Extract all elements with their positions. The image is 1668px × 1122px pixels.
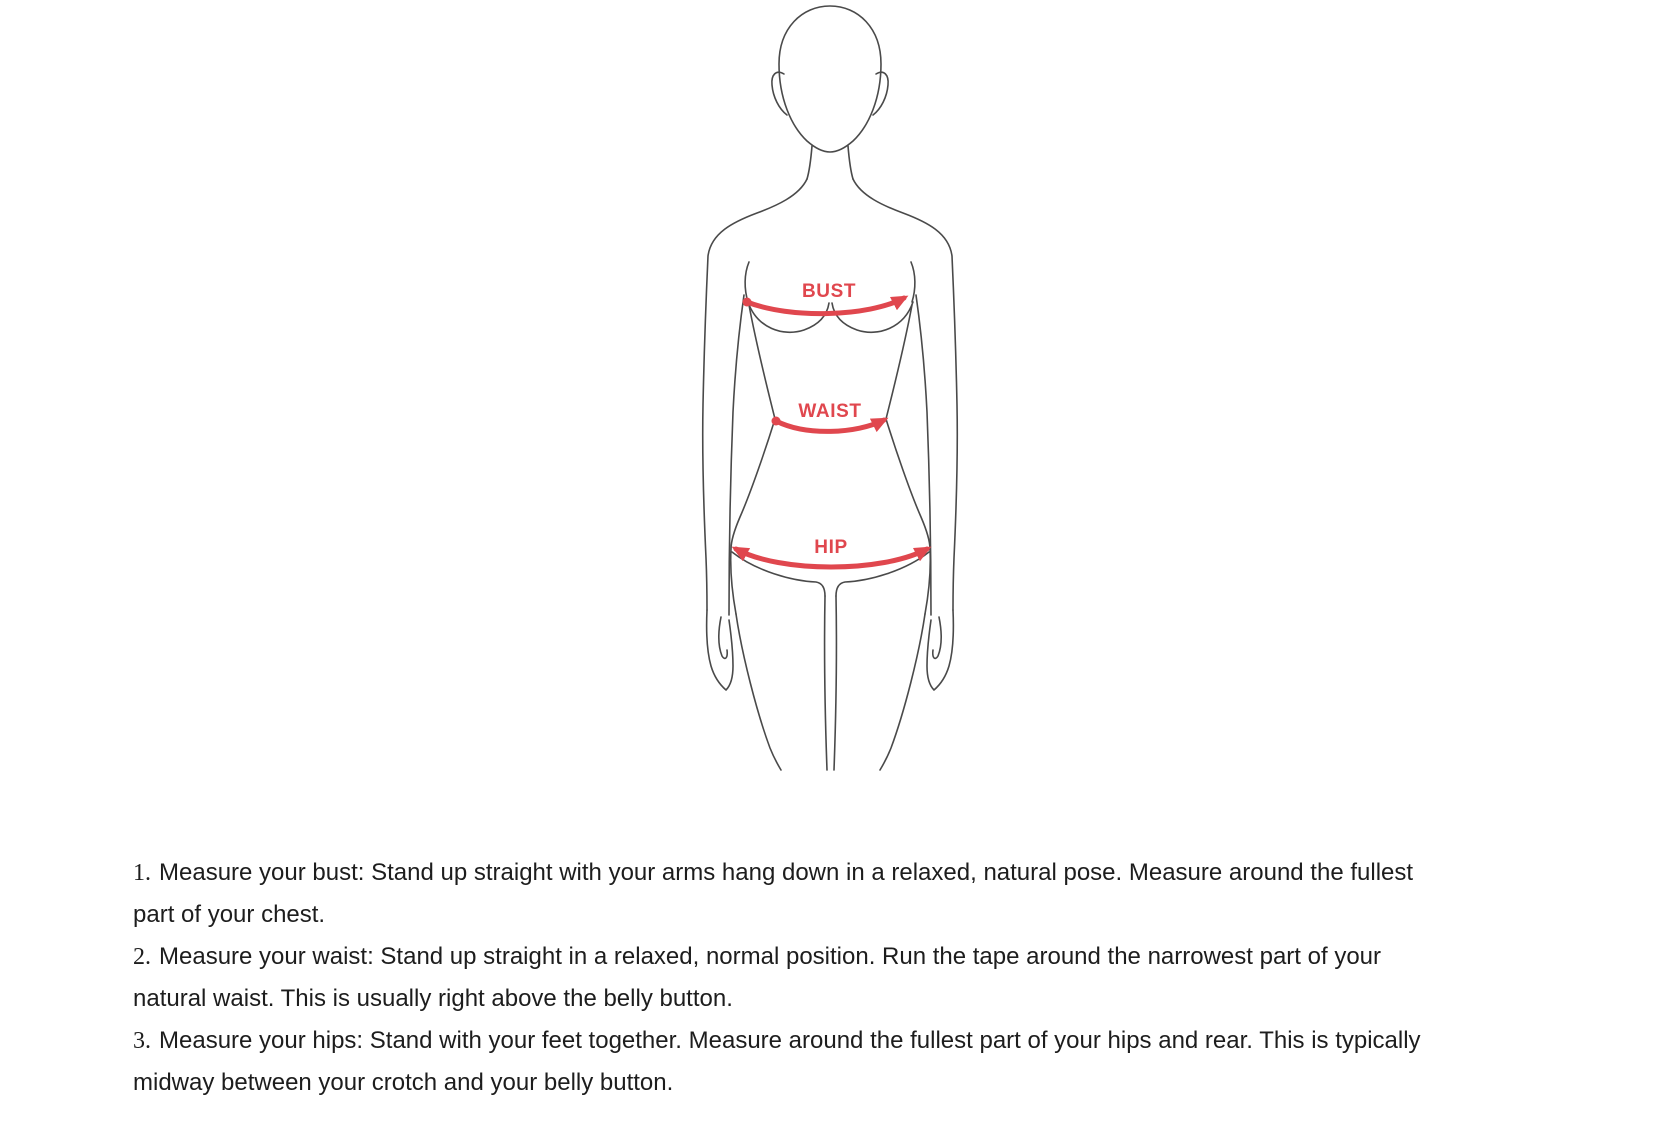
left-outer-leg — [736, 614, 781, 770]
instruction-number: 2. — [133, 944, 151, 970]
bust-label: BUST — [801, 281, 857, 302]
neck-left — [807, 146, 812, 179]
instruction-text: Measure your bust: Stand up straight with your arms hang down in a relaxed, natural pose. Measure around the fullest — [159, 859, 1414, 886]
instruction-text: natural waist. This is usually right above the belly button. — [133, 985, 733, 1012]
instruction-number: 1. — [133, 860, 151, 886]
instruction-line — [133, 1062, 1421, 1104]
instruction-line — [133, 978, 1421, 1020]
instruction-text: Measure your waist: Stand up straight in a relaxed, normal position. Run the tape around the narrowest part of your — [159, 943, 1382, 970]
body-measurement-diagram — [640, 0, 960, 780]
waist-label: WAIST — [798, 401, 862, 422]
instruction-text: midway between your crotch and your belly button. — [133, 1069, 674, 1096]
body-outline — [703, 6, 958, 770]
body-figure-svg — [640, 0, 960, 780]
measurement-instructions — [133, 852, 1421, 1104]
waist-line-start-dot — [772, 417, 781, 426]
right-thumb — [933, 617, 941, 658]
measurement-lines — [736, 298, 927, 568]
left-thumb — [719, 617, 727, 658]
right-hip-side — [886, 419, 930, 614]
hip-label: HIP — [814, 537, 848, 558]
right-shoulder-arm — [853, 179, 957, 610]
right-outer-leg — [880, 614, 925, 770]
instruction-line — [133, 894, 1421, 936]
instruction-text: Measure your hips: Stand with your feet together. Measure around the fullest part of your hips and rear. This is typically — [159, 1027, 1421, 1054]
instruction-line — [133, 1020, 1421, 1062]
right-chest-side — [911, 262, 915, 302]
instruction-number: 3. — [133, 1028, 151, 1054]
instruction-line — [133, 936, 1421, 978]
instruction-line — [133, 852, 1421, 894]
head-outline — [779, 6, 881, 152]
left-hip-side — [731, 419, 775, 614]
right-inner-arm — [916, 295, 931, 615]
left-shoulder-arm — [703, 179, 807, 610]
right-inner-thigh — [836, 552, 929, 596]
instruction-text: part of your chest. — [133, 901, 326, 928]
left-inner-thigh — [732, 552, 825, 596]
left-chest-side — [745, 262, 749, 302]
right-inner-leg — [834, 596, 836, 770]
neck-right — [848, 146, 853, 179]
left-inner-leg — [825, 596, 827, 770]
bust-line-start-dot — [743, 298, 752, 307]
